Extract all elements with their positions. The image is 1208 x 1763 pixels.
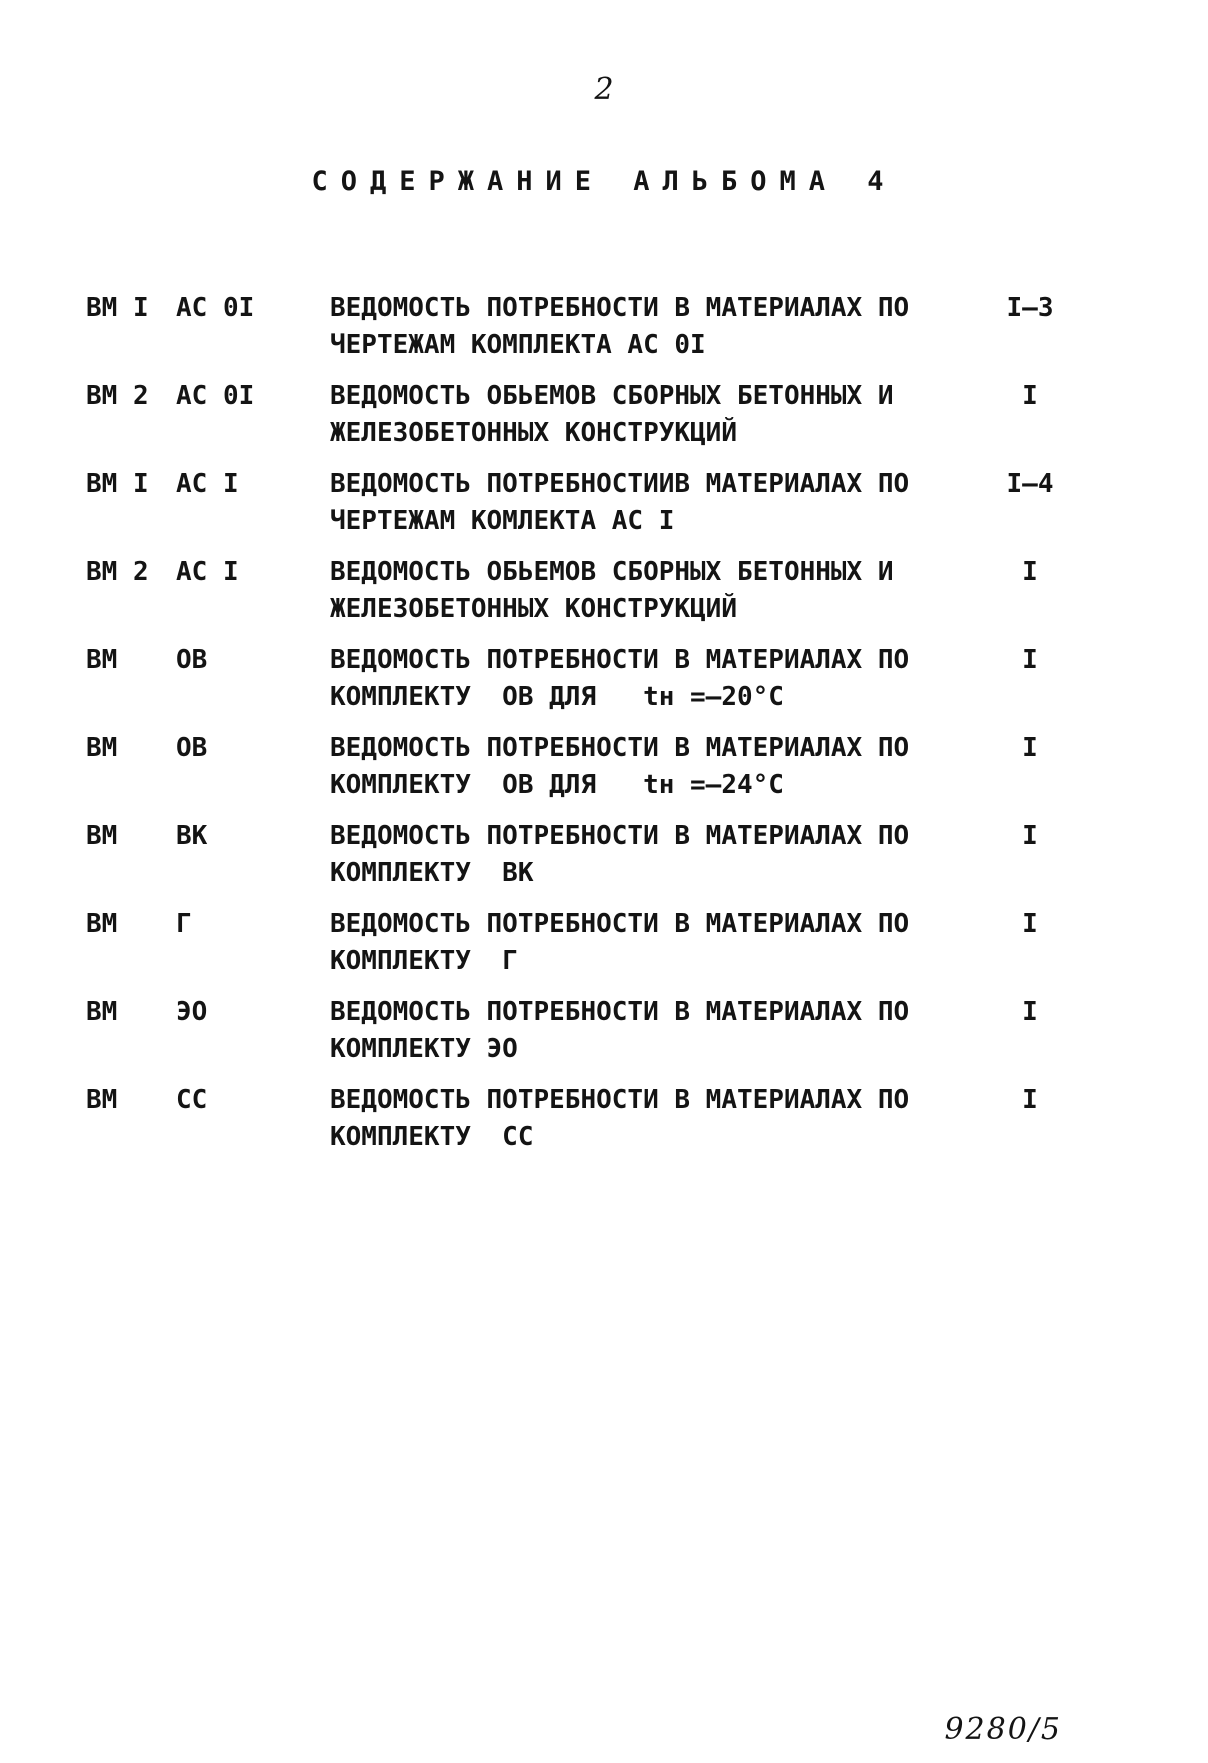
entry-description-line: КОМПЛЕКТУ ОВ ДЛЯ tн =–24°С [330,770,784,800]
entry-sheets: I–4 [1006,469,1054,499]
entry-sheets: I [1022,557,1038,587]
toc-row [0,818,1208,906]
entry-description-line: ВЕДОМОСТЬ ПОТРЕБНОСТИ В МАТЕРИАЛАХ ПО [330,1085,910,1115]
entry-description-line: ВЕДОМОСТЬ ПОТРЕБНОСТИ В МАТЕРИАЛАХ ПО [330,997,910,1027]
entry-description-line: ЖЕЛЕЗОБЕТОННЫХ КОНСТРУКЦИЙ [330,594,737,624]
table-of-contents [0,290,1208,1170]
entry-description [330,642,930,716]
toc-row [0,730,1208,818]
entry-mark: ВМ I [86,293,149,323]
entry-mark: ВМ [86,1085,118,1115]
entry-description-line: ЖЕЛЕЗОБЕТОННЫХ КОНСТРУКЦИЙ [330,418,737,448]
entry-description [330,290,930,364]
entry-description [330,378,930,452]
entry-description-line: ВЕДОМОСТЬ ПОТРЕБНОСТИИВ МАТЕРИАЛАХ ПО [330,469,910,499]
entry-code: АС 0I [176,293,255,323]
entry-description-line: КОМПЛЕКТУ Г [330,946,518,976]
entry-description-line: КОМПЛЕКТУ СС [330,1122,534,1152]
toc-row [0,554,1208,642]
entry-description [330,554,930,628]
document-number: 9280/5 [944,1712,1062,1747]
entry-description-line: КОМПЛЕКТУ ЭО [330,1034,518,1064]
entry-code: СС [176,1085,208,1115]
toc-row [0,994,1208,1082]
entry-mark: ВМ [86,821,118,851]
toc-row [0,642,1208,730]
entry-sheets: I [1022,1085,1038,1115]
toc-row [0,466,1208,554]
entry-description-line: ЧЕРТЕЖАМ КОМПЛЕКТА АС 0I [330,330,706,360]
toc-row [0,378,1208,466]
entry-mark: ВМ 2 [86,557,149,587]
entry-description-line: ВЕДОМОСТЬ ПОТРЕБНОСТИ В МАТЕРИАЛАХ ПО [330,909,910,939]
entry-description-line: ВЕДОМОСТЬ ПОТРЕБНОСТИ В МАТЕРИАЛАХ ПО [330,293,910,323]
entry-description [330,994,930,1068]
toc-row [0,1082,1208,1170]
toc-row [0,906,1208,994]
entry-description-line: КОМПЛЕКТУ ОВ ДЛЯ tн =–20°С [330,682,784,712]
entry-description [330,730,930,804]
entry-description-line: ВЕДОМОСТЬ ОБЬЕМОВ СБОРНЫХ БЕТОННЫХ И [330,557,894,587]
entry-code: АС 0I [176,381,255,411]
entry-sheets: I [1022,997,1038,1027]
entry-sheets: I [1022,733,1038,763]
entry-mark: ВМ I [86,469,149,499]
entry-mark: ВМ [86,733,118,763]
entry-description-line: ВЕДОМОСТЬ ПОТРЕБНОСТИ В МАТЕРИАЛАХ ПО [330,733,910,763]
entry-description [330,818,930,892]
entry-mark: ВМ [86,997,118,1027]
entry-description-line: КОМПЛЕКТУ ВК [330,858,534,888]
entry-code: ОВ [176,733,208,763]
entry-description-line: ВЕДОМОСТЬ ОБЬЕМОВ СБОРНЫХ БЕТОННЫХ И [330,381,894,411]
page-title: СОДЕРЖАНИЕ АЛЬБОМА 4 [311,166,897,197]
entry-description [330,466,930,540]
entry-sheets: I [1022,645,1038,675]
entry-code: АС I [176,469,239,499]
entry-code: ЭО [176,997,208,1027]
entry-mark: ВМ 2 [86,381,149,411]
entry-description [330,906,930,980]
entry-mark: ВМ [86,645,118,675]
entry-sheets: I [1022,381,1038,411]
entry-description-line: ВЕДОМОСТЬ ПОТРЕБНОСТИ В МАТЕРИАЛАХ ПО [330,645,910,675]
toc-row [0,290,1208,378]
entry-sheets: I [1022,821,1038,851]
entry-code: ВК [176,821,208,851]
entry-code: Г [176,909,192,939]
entry-sheets: I–3 [1006,293,1054,323]
entry-mark: ВМ [86,909,118,939]
entry-description [330,1082,930,1156]
entry-description-line: ВЕДОМОСТЬ ПОТРЕБНОСТИ В МАТЕРИАЛАХ ПО [330,821,910,851]
entry-description-line: ЧЕРТЕЖАМ КОМЛЕКТА АС I [330,506,675,536]
entry-code: АС I [176,557,239,587]
entry-code: ОВ [176,645,208,675]
page-number: 2 [594,72,614,107]
entry-sheets: I [1022,909,1038,939]
